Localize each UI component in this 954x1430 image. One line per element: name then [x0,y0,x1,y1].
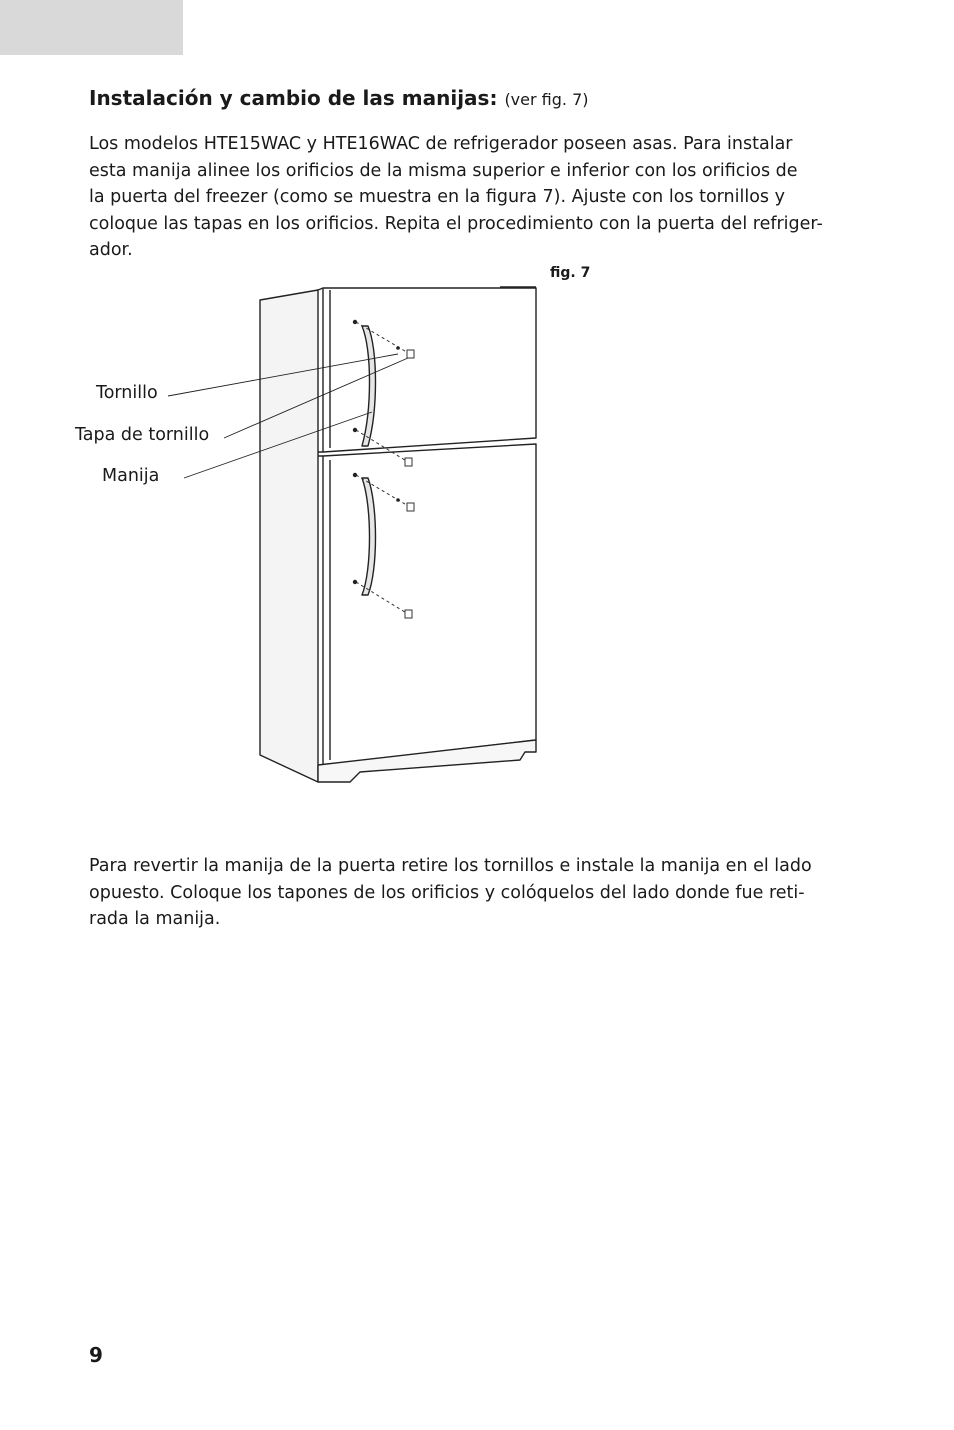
freezer-door [323,288,536,452]
paragraph-line: opuesto. Coloque los tapones de los orificios y colóquelos del lado donde fue reti- [89,882,805,903]
door-gap [318,452,323,456]
heading-figure-ref: (ver fig. 7) [504,90,589,109]
paragraph-line: la puerta del freezer (como se muestra en la figura 7). Ajuste con los tornillos y [89,187,785,207]
page-number: 9 [89,1343,103,1367]
screw-cap [405,610,412,618]
screw [353,428,357,432]
screw-cap [407,350,414,358]
freezer-top-edge [318,288,323,290]
paragraph-line: rada la manija. [89,909,221,929]
fridge-door [323,444,536,765]
screw [353,320,357,324]
figure-label: fig. 7 [550,265,591,281]
screw [353,580,357,584]
screw-cap [407,503,414,511]
callout-manija: Manija [102,466,160,486]
screw [396,498,400,502]
heading-title: Instalación y cambio de las manijas: [89,86,498,110]
screw [353,473,357,477]
paragraph-line: ador. [89,240,133,260]
paragraph-line: Los modelos HTE15WAC y HTE16WAC de refrigerador poseen asas. Para instalar [89,134,793,154]
screw-cap [405,458,412,466]
paragraph-line: Para revertir la manija de la puerta retire los tornillos e instale la manija en el lado [89,856,812,876]
paragraph-line: esta manija alinee los orificios de la misma superior e inferior con los orificios de [89,160,798,181]
reversal-paragraph [89,853,879,933]
paragraph-line: coloque las tapas en los orificios. Repita el procedimiento con la puerta del refriger- [89,213,823,234]
callout-tornillo: Tornillo [96,383,158,403]
callout-tapa-de-tornillo: Tapa de tornillo [75,425,210,445]
fridge-side-panel [260,290,318,782]
screw [396,346,400,350]
